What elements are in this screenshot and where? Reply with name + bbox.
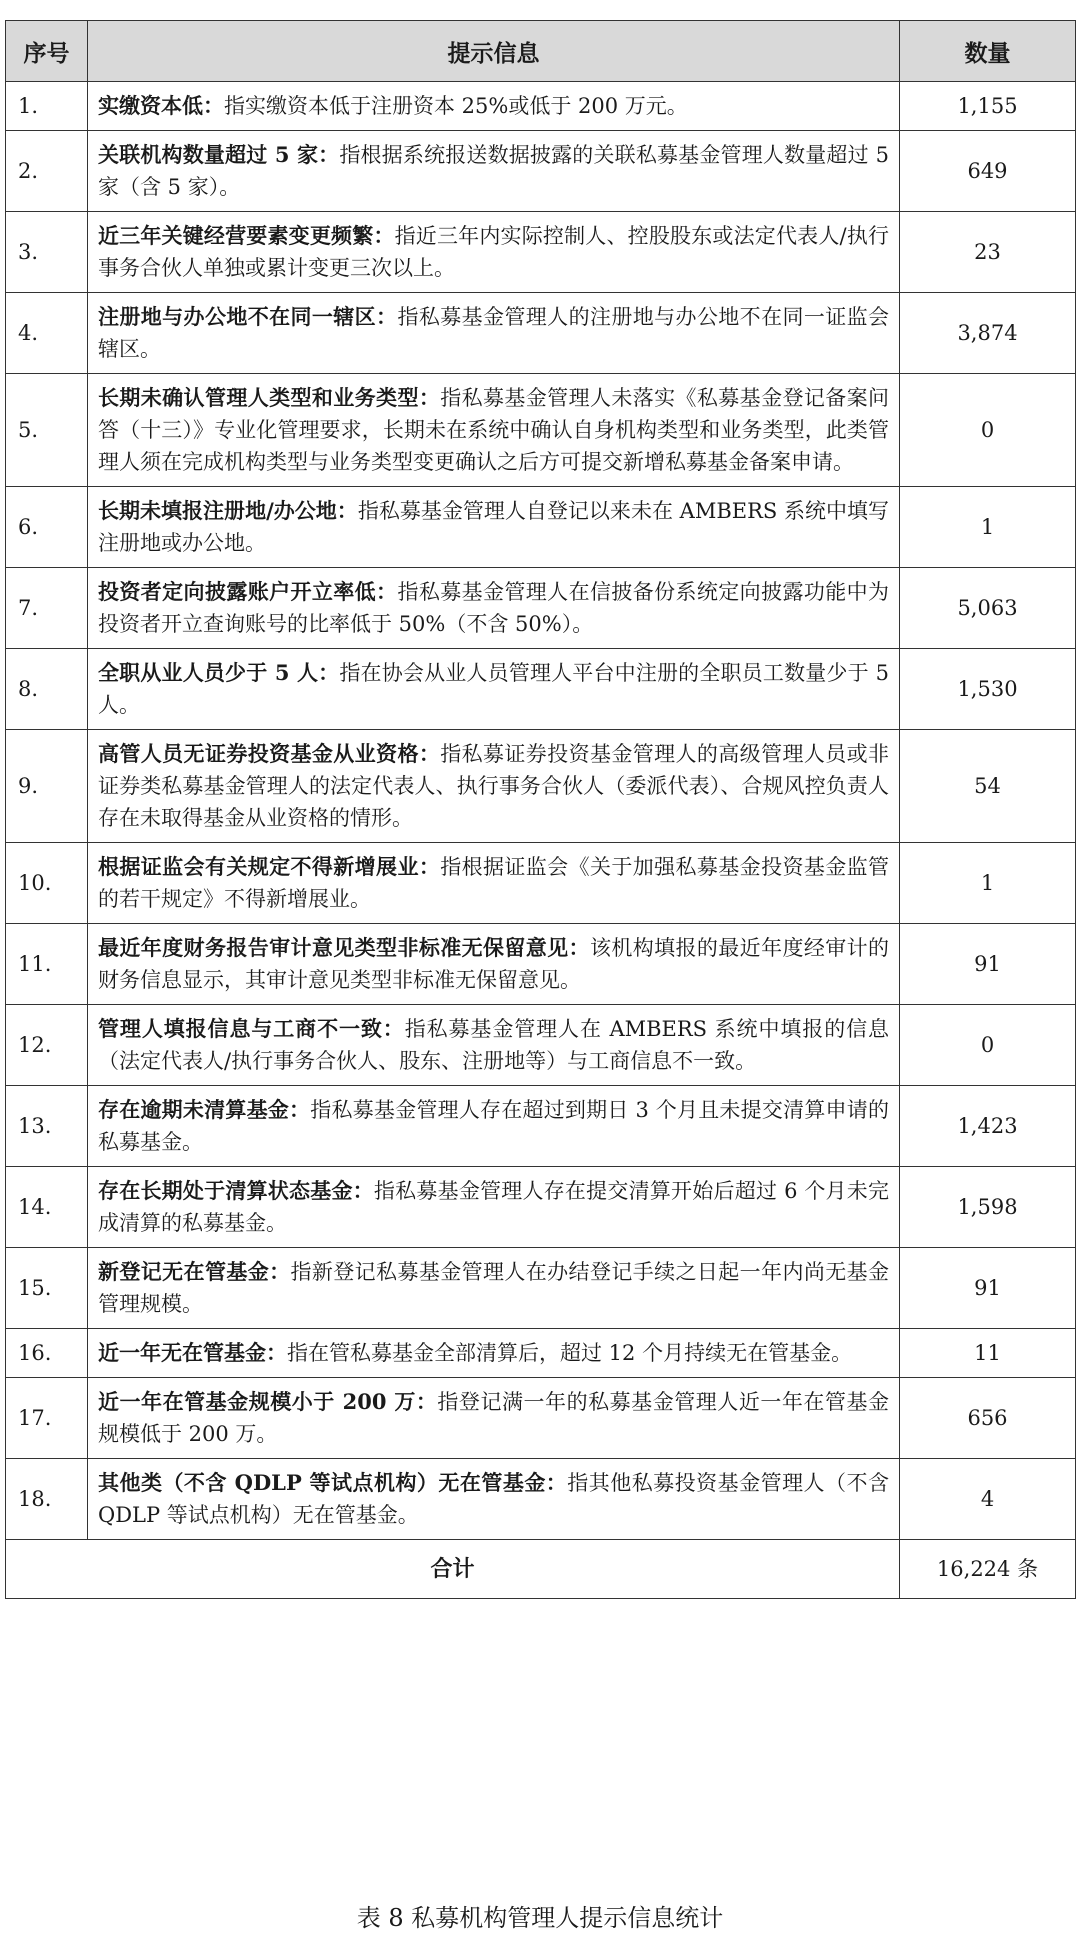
statistics-table-container: [5, 20, 1075, 1599]
row-detail: 指根据证监会《关于加强私募基金投资基金监管的若干规定》不得新增展业。: [98, 855, 890, 911]
row-detail: 指私募基金管理人存在提交清算开始后超过 6 个月未完成清算的私募基金。: [98, 1179, 890, 1235]
row-index: 13.: [6, 1086, 88, 1167]
row-description: [88, 374, 900, 487]
row-count: 54: [900, 730, 1076, 843]
row-detail: 指登记满一年的私募基金管理人近一年在管基金规模低于 200 万。: [98, 1390, 889, 1446]
total-label: 合计: [6, 1540, 900, 1599]
row-title: 存在逾期未清算基金：: [98, 1097, 311, 1122]
row-description: [88, 843, 900, 924]
row-index: 3.: [6, 212, 88, 293]
row-count: 23: [900, 212, 1076, 293]
row-detail: 指私募基金管理人存在超过到期日 3 个月且未提交清算申请的私募基金。: [98, 1098, 890, 1154]
table-header-row: [6, 21, 1076, 82]
row-count: 4: [900, 1459, 1076, 1540]
row-detail: 该机构填报的最近年度经审计的财务信息显示，其审计意见类型非标准无保留意见。: [98, 936, 890, 992]
row-index: 2.: [6, 131, 88, 212]
row-index: 1.: [6, 82, 88, 131]
table-row: [6, 1329, 1076, 1378]
table-body: [6, 82, 1076, 1540]
row-count: 656: [900, 1378, 1076, 1459]
row-count: 1,423: [900, 1086, 1076, 1167]
row-index: 17.: [6, 1378, 88, 1459]
table-row: [6, 1459, 1076, 1540]
row-title: 新登记无在管基金：: [98, 1259, 291, 1284]
row-detail: 指私募基金管理人在 AMBERS 系统中填报的信息（法定代表人/执行事务合伙人、股东、注册地等）与工商信息不一致。: [98, 1017, 890, 1073]
row-description: [88, 924, 900, 1005]
row-index: 8.: [6, 649, 88, 730]
row-detail: 指实缴资本低于注册资本 25%或低于 200 万元。: [224, 94, 688, 118]
table-row: [6, 82, 1076, 131]
header-info: 提示信息: [88, 21, 900, 82]
table-caption: 表 8 私募机构管理人提示信息统计: [356, 1904, 724, 1932]
prompt-info-table: [5, 20, 1076, 1599]
row-index: 16.: [6, 1329, 88, 1378]
row-description: [88, 1248, 900, 1329]
row-count: 649: [900, 131, 1076, 212]
row-index: 6.: [6, 487, 88, 568]
row-title: 高管人员无证券投资基金从业资格：: [98, 741, 441, 766]
row-title: 管理人填报信息与工商不一致：: [98, 1016, 405, 1041]
row-title: 关联机构数量超过 5 家：: [98, 142, 340, 167]
table-row: [6, 212, 1076, 293]
row-index: 14.: [6, 1167, 88, 1248]
row-title: 全职从业人员少于 5 人：: [98, 660, 340, 685]
row-description: [88, 293, 900, 374]
table-row: [6, 1005, 1076, 1086]
row-count: 1,598: [900, 1167, 1076, 1248]
row-title: 投资者定向披露账户开立率低：: [98, 579, 398, 604]
row-description: [88, 1459, 900, 1540]
row-detail: 指新登记私募基金管理人在办结登记手续之日起一年内尚无基金管理规模。: [98, 1260, 889, 1316]
row-index: 12.: [6, 1005, 88, 1086]
row-description: [88, 1378, 900, 1459]
row-index: 11.: [6, 924, 88, 1005]
row-index: 15.: [6, 1248, 88, 1329]
row-count: 0: [900, 1005, 1076, 1086]
table-row: [6, 374, 1076, 487]
table-row: [6, 1086, 1076, 1167]
row-title: 近一年在管基金规模小于 200 万：: [98, 1389, 438, 1414]
table-row: [6, 131, 1076, 212]
row-detail: 指私募基金管理人未落实《私募基金登记备案问答（十三）》专业化管理要求，长期未在系统中确认自身机构类型和业务类型，此类管理人须在完成机构类型与业务类型变更确认之后方可提交新增私募基金备案申请。: [98, 386, 890, 474]
row-detail: 指其他私募投资基金管理人（不含 QDLP 等试点机构）无在管基金。: [98, 1471, 889, 1527]
row-detail: 指私募基金管理人在信披备份系统定向披露功能中为投资者开立查询账号的比率低于 50%（不含 50%）。: [98, 580, 890, 636]
table-row: [6, 293, 1076, 374]
header-count: 数量: [900, 21, 1076, 82]
row-description: [88, 1005, 900, 1086]
table-row: [6, 843, 1076, 924]
total-count: 16,224 条: [900, 1540, 1076, 1599]
row-description: [88, 649, 900, 730]
row-detail: 指私募基金管理人的注册地与办公地不在同一证监会辖区。: [98, 305, 890, 361]
table-row: [6, 568, 1076, 649]
row-count: 5,063: [900, 568, 1076, 649]
table-row: [6, 1378, 1076, 1459]
row-title: 近三年关键经营要素变更频繁：: [98, 223, 395, 248]
row-detail: 指私募基金管理人自登记以来未在 AMBERS 系统中填写注册地或办公地。: [98, 499, 890, 555]
row-count: 1: [900, 487, 1076, 568]
row-index: 18.: [6, 1459, 88, 1540]
row-count: 91: [900, 1248, 1076, 1329]
row-description: [88, 730, 900, 843]
table-row: [6, 487, 1076, 568]
row-count: 3,874: [900, 293, 1076, 374]
row-title: 长期未填报注册地/办公地：: [98, 498, 358, 523]
row-title: 实缴资本低：: [98, 93, 224, 118]
row-title: 长期未确认管理人类型和业务类型：: [98, 385, 441, 410]
row-title: 注册地与办公地不在同一辖区：: [98, 304, 398, 329]
row-title: 根据证监会有关规定不得新增展业：: [98, 854, 441, 879]
table-row: [6, 1248, 1076, 1329]
row-count: 1: [900, 843, 1076, 924]
row-description: [88, 212, 900, 293]
row-count: 11: [900, 1329, 1076, 1378]
row-index: 7.: [6, 568, 88, 649]
row-count: 1,530: [900, 649, 1076, 730]
table-row: [6, 730, 1076, 843]
row-title: 其他类（不含 QDLP 等试点机构）无在管基金：: [98, 1470, 568, 1495]
row-description: [88, 1167, 900, 1248]
row-detail: 指在协会从业人员管理人平台中注册的全职员工数量少于 5 人。: [98, 661, 889, 717]
header-index: 序号: [6, 21, 88, 82]
row-index: 4.: [6, 293, 88, 374]
row-title: 近一年无在管基金：: [98, 1340, 287, 1365]
row-description: [88, 1086, 900, 1167]
row-detail: 指私募证券投资基金管理人的高级管理人员或非证券类私募基金管理人的法定代表人、执行事务合伙人（委派代表）、合规风控负责人存在未取得基金从业资格的情形。: [98, 742, 890, 830]
row-description: [88, 568, 900, 649]
row-count: 91: [900, 924, 1076, 1005]
row-index: 10.: [6, 843, 88, 924]
row-description: [88, 82, 900, 131]
row-detail: 指在管私募基金全部清算后，超过 12 个月持续无在管基金。: [287, 1341, 853, 1365]
row-description: [88, 487, 900, 568]
total-row: [6, 1540, 1076, 1599]
row-count: 0: [900, 374, 1076, 487]
table-row: [6, 1167, 1076, 1248]
table-row: [6, 924, 1076, 1005]
row-description: [88, 131, 900, 212]
row-detail: 指根据系统报送数据披露的关联私募基金管理人数量超过 5 家（含 5 家）。: [98, 143, 889, 199]
row-title: 最近年度财务报告审计意见类型非标准无保留意见：: [98, 935, 590, 960]
table-row: [6, 649, 1076, 730]
row-index: 9.: [6, 730, 88, 843]
row-count: 1,155: [900, 82, 1076, 131]
row-description: [88, 1329, 900, 1378]
row-index: 5.: [6, 374, 88, 487]
row-title: 存在长期处于清算状态基金：: [98, 1178, 374, 1203]
row-detail: 指近三年内实际控制人、控股股东或法定代表人/执行事务合伙人单独或累计变更三次以上。: [98, 224, 890, 280]
